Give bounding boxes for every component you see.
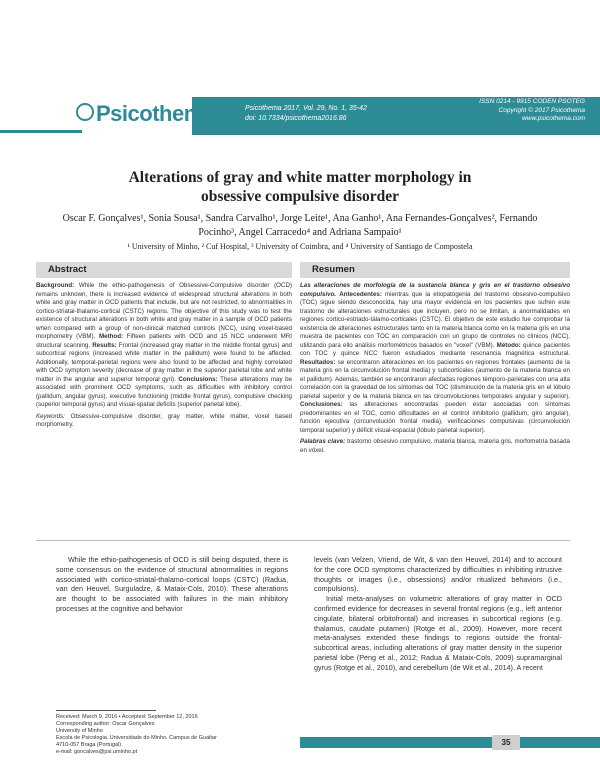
copyright: Copyright © 2017 Psicothema: [498, 106, 585, 114]
body-column-right: [314, 555, 562, 673]
keywords-label: Keywords:: [36, 412, 65, 420]
palabras-clave-label: Palabras clave:: [300, 438, 346, 445]
address-line: University of Minho: [56, 728, 103, 734]
citation: Psicothema 2017, Vol. 29, No. 1, 35-42: [245, 105, 367, 112]
background-text: While the ethio-pathogenesis of Obsessive-Compulsive disorder (OCD) remains unknown, there is increased evidence of widespread structural alterations in both white and gray matter in OCD patients that include, but are not restricted, to abnormalities in cortico-striatal-thalamo-cortical (CSTC) regions. The objective of this study was to test the existence of structural alterations in both white and gray matter in a sample of OCD patients when compared with a group of non-clinical matched controls (NCC), using voxel-based morphometry (VBM).: [36, 282, 292, 340]
section-divider: [36, 540, 570, 541]
antecedentes-label: Antecedentes:: [339, 290, 382, 298]
logo-ring-icon: [76, 103, 94, 121]
website: www.psicothema.com: [522, 115, 585, 122]
citation-block: [245, 104, 367, 124]
keywords: [36, 413, 292, 430]
issn: ISSN 0214 - 9915 CODEN PSOTEG: [479, 98, 585, 105]
address-line: Escola de Psicologia. Universidade do Minho. Campus de Gualtar: [56, 735, 217, 741]
corresponding-author: Corresponding author: Oscar Gonçalves: [56, 721, 155, 727]
conclusions-label: Conclusions:: [178, 375, 218, 383]
doi: doi: 10.7334/psicothema2016.86: [245, 115, 347, 122]
method-text: Fifteen patients with OCD and 15 NCC underwent MRI structural scanning.: [36, 333, 292, 349]
conclusiones-text: las alteraciones encontradas pueden estar asociadas con síntomas predominantes en el TOC, como dificultades en el control inhibitorio (pallidum, giro angular), función ejecutiva (circunvolución frontal media), verificaciones compulsivas (circunvolución temporal superior) y déficit visual-espacial (lóbulo parietal superior).: [300, 401, 570, 434]
journal-logo: Psicothema: [96, 101, 215, 126]
received-dates: Received: March 9, 2016 • Accepted: September 12, 2016: [56, 714, 198, 720]
body-column-left: While the ethio-pathogenesis of OCD is still being disputed, there is some consensus on the evidence of structural abnormalities in regions associated with cortico-striatal-thalamo-cortical loops (CSTC) (Radua, van den Heuvel, Surguladze, & Mataix-Cols, 2010). These alterations are thought to be associated with failures in the main inhibitory processes at the cognitive and behavior: [56, 555, 288, 613]
metodo-label: Método:: [496, 341, 521, 349]
page-number: 35: [492, 735, 520, 750]
paper-title: Alterations of gray and white matter morphology in obsessive compulsive disorder: [128, 169, 472, 205]
abstract-heading: Abstract: [36, 262, 292, 278]
results-label: Results:: [92, 341, 117, 349]
results-text: Frontal (increased gray matter in the middle frontal gyrus) and subcortical regions (increased white matter in the pallidum) were found to be affected. Additionally, temporal-parietal regions were also found to be affected and highly correlated with OCD symptom severity (decrease of gray matter in the superior parietal lobe and white matter in the angular and superior temporal gyri).: [36, 341, 292, 383]
resumen-heading: Resumen: [300, 262, 570, 278]
palabras-clave-text: trastorno obsesivo compulsivo, materia blanca, materia gris, morfometría basada en vóxel.: [300, 438, 570, 454]
authors: Oscar F. Gonçalves¹, Sonia Sousa¹, Sandra Carvalho¹, Jorge Leite¹, Ana Ganho¹, Ana Fernandes-Gonçalves², Fernando Pocinho³, Angel Carracedo⁴ and Adriana Sampaio¹: [62, 213, 538, 238]
footer-strip: [300, 737, 600, 748]
resumen-title: Las alteraciones de morfología de la sustancia blanca y gris en el trastorno obsesivo compulsivo.: [300, 282, 570, 298]
correspondence-footnote: [56, 714, 296, 756]
affiliations: ¹ University of Minho, ² Cuf Hospital, ³ University of Coimbra, and ⁴ University of Santiago de Compostela: [127, 242, 473, 251]
keywords-text: Obsessive-compulsive disorder, gray matter, white matter, voxel based morphometry.: [36, 412, 292, 428]
palabras-clave: [300, 438, 570, 455]
conclusions-text: These alterations may be associated with prominent OCD symptoms, such as difficulties with inhibitory control (pallidum, angular gyrus), executive functioning (middle frontal gyrus), compulsive checking (superior temporal gyrus) and visual-spatial deficits (superior parietal lobe).: [36, 375, 292, 408]
footnote-rule: [56, 710, 156, 711]
email: e-mail: goncalves@psi.uminho.pt: [56, 749, 138, 755]
body-paragraph: Initial meta-analyses on volumetric alterations of gray matter in OCD confirmed evidence for decreases in several frontal regions (e.g., left anterior cingulate, bilateral orbitofrontal) and increases in subcortical regions (e.g. thalamus, caudate putamen) (Rotge et al., 2009). However, more recent meta-analyses extended these findings to regions outside the frontal-subcortical areas, including alterations of gray matter density in the superior parietal lobe (Peng et al., 2012; Radua & Mataix-Cols, 2009) supramarginal gyrus (Rotge et al., 2010), and cerebellum (de Wit et al., 2014). A recent: [314, 594, 562, 672]
resumen-body: [300, 282, 570, 455]
resultados-label: Resultados:: [300, 358, 336, 366]
issn-block: [415, 98, 585, 124]
background-label: Background:: [36, 282, 75, 289]
body-paragraph: levels (van Velzen, Vriend, de Wit, & van den Heuvel, 2014) and to account for the core OCD symptoms characterized by difficulties in inhibiting intrusive thoughts or images (i.e., obsessions) and/or ritualized behaviors (i.e., compulsions).: [314, 555, 562, 594]
resultados-text: se encontraron alteraciones en los pacientes en regiones frontales (aumento de la materia gris en la circunvolución frontal media) y subcorticales (aumento de la materia blanca en el pallidum). Además, también se encontraron afectadas regiones témporo-parietales con una alta correlación con la gravedad de los síntomas del TOC (disminución de la materia gris en el lóbulo parietal superior y de la materia blanca en las circunvoluciones temporales angular y superior).: [300, 358, 570, 400]
method-label: Method:: [98, 333, 124, 340]
address-line: 4710-057 Braga (Portugal): [56, 742, 122, 748]
antecedentes-text: mientras que la etiopatogenia del trastorno obsesivo-compulsivo (TOC) sigue siendo desconocida, hay una mayor evidencia en los pacientes que sufren este trastorno de alteraciones estructurales que incluyen, pero no se limitan, a anormalidades en regiones cortico-estriado-tálamo-corticales (CSTC). El objetivo de este estudio fue comprobar la existencia de alteraciones estructurales tanto en la materia blanca como en la materia gris en una muestra de pacientes con TOC en comparación con un grupo de controles no clínicos (NCC), utilizando para ello análisis morfométricos basados en "voxel" (VBM).: [300, 290, 570, 349]
abstract-body: [36, 282, 292, 430]
conclusiones-label: Conclusiones:: [300, 401, 343, 408]
metodo-text: quince pacientes con TOC y quince NCC fueron estudiados mediante resonancia magnética estructural.: [300, 341, 570, 357]
